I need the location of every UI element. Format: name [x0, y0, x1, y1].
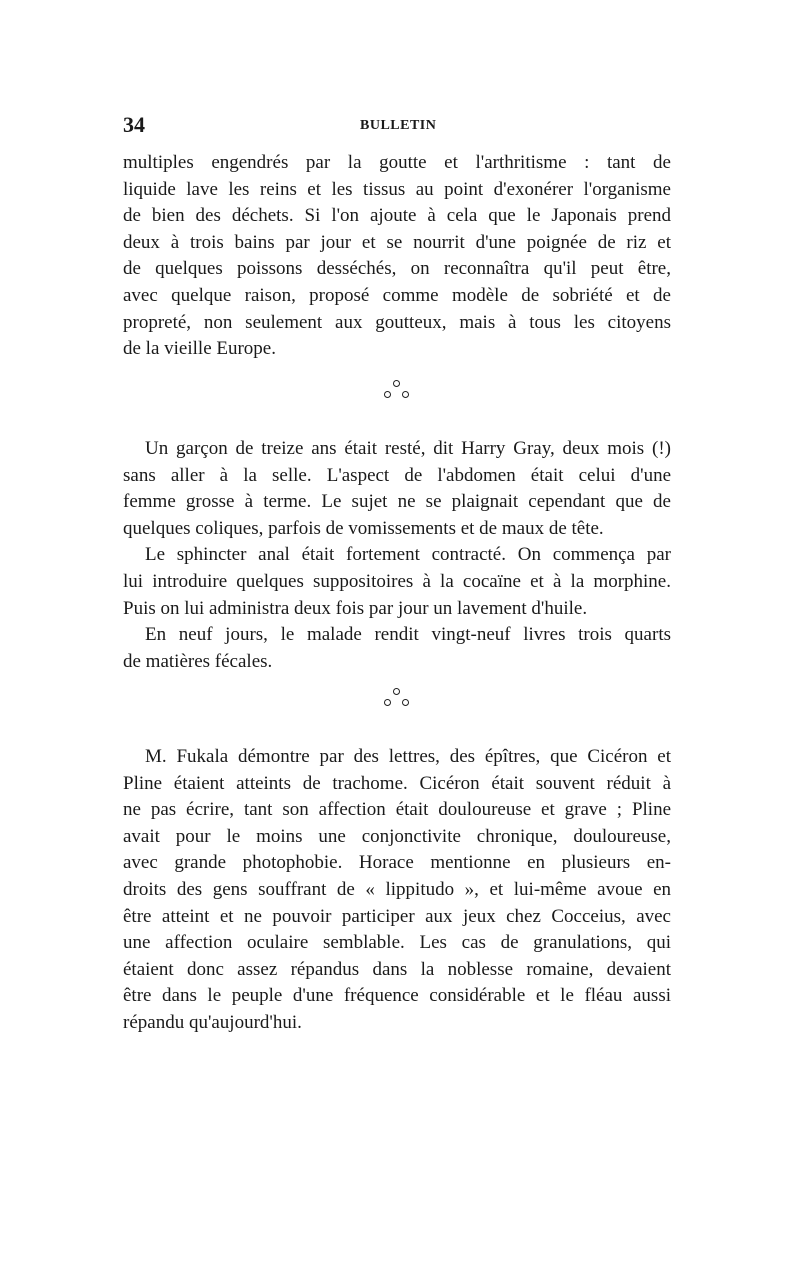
text-line: une affection oculaire semblable. Les cas de granulations, qui — [123, 932, 671, 954]
paragraph-fukala — [123, 744, 671, 1037]
text-line: propreté, non seulement aux goutteux, mais à tous les citoyens — [123, 311, 671, 333]
text-line: En neuf jours, le malade rendit vingt-neuf livres trois quarts — [145, 624, 671, 646]
text-line: être atteint et ne pouvoir participer aux jeux chez Cocceius, avec — [123, 905, 671, 927]
paragraph-harry-gray — [123, 436, 671, 675]
text-line: Pline étaient atteints de trachome. Cicéron était souvent réduit à — [123, 772, 671, 794]
text-line: femme grosse à terme. Le sujet ne se plaignait cependant que de — [123, 491, 671, 513]
text-line: quelques coliques, parfois de vomissements et de maux de tête. — [123, 517, 604, 539]
text-line: de la vieille Europe. — [123, 338, 276, 360]
text-line: sans aller à la selle. L'aspect de l'abdomen était celui d'une — [123, 464, 671, 486]
text-line: répandu qu'aujourd'hui. — [123, 1011, 302, 1033]
text-line: M. Fukala démontre par des lettres, des épîtres, que Cicéron et — [145, 746, 671, 767]
running-head: BULLETIN — [360, 118, 437, 133]
text-line: multiples engendrés par la goutte et l'arthritisme : tant de — [123, 152, 671, 173]
text-line: avec quelque raison, proposé comme modèle de sobriété et de — [123, 284, 671, 306]
asterism-ornament — [378, 686, 418, 712]
text-line: de bien des déchets. Si l'on ajoute à cela que le Japonais prend — [123, 205, 671, 227]
text-line: avait pour le moins une conjonctivite chronique, douloureuse, — [123, 825, 671, 847]
text-line: Le sphincter anal était fortement contracté. On commença par — [145, 544, 671, 566]
text-line: de quelques poissons desséchés, on reconnaîtra qu'il peut être, — [123, 258, 671, 280]
page-number: 34 — [123, 112, 145, 137]
paragraph-continuation — [123, 150, 671, 363]
asterism-ornament — [378, 378, 418, 404]
text-line: être dans le peuple d'une fréquence considérable et le fléau aussi — [123, 985, 671, 1007]
text-line: ne pas écrire, tant son affection était douloureuse et grave ; Pline — [123, 799, 671, 821]
text-line: étaient donc assez répandus dans la noblesse romaine, devaient — [123, 958, 671, 980]
text-line: lui introduire quelques suppositoires à la cocaïne et à la morphine. — [123, 570, 671, 592]
text-line: deux à trois bains par jour et se nourrit d'une poignée de riz et — [123, 231, 671, 253]
text-line: liquide lave les reins et les tissus au point d'exonérer l'organisme — [123, 178, 671, 200]
text-line: avec grande photophobie. Horace mentionne en plusieurs en- — [123, 852, 671, 874]
text-line: Un garçon de treize ans était resté, dit Harry Gray, deux mois (!) — [145, 438, 671, 459]
text-line: Puis on lui administra deux fois par jour un lavement d'huile. — [123, 597, 588, 619]
text-line: droits des gens souffrant de « lippitudo », et lui-même avoue en — [123, 878, 671, 900]
text-line: de matières fécales. — [123, 650, 273, 672]
